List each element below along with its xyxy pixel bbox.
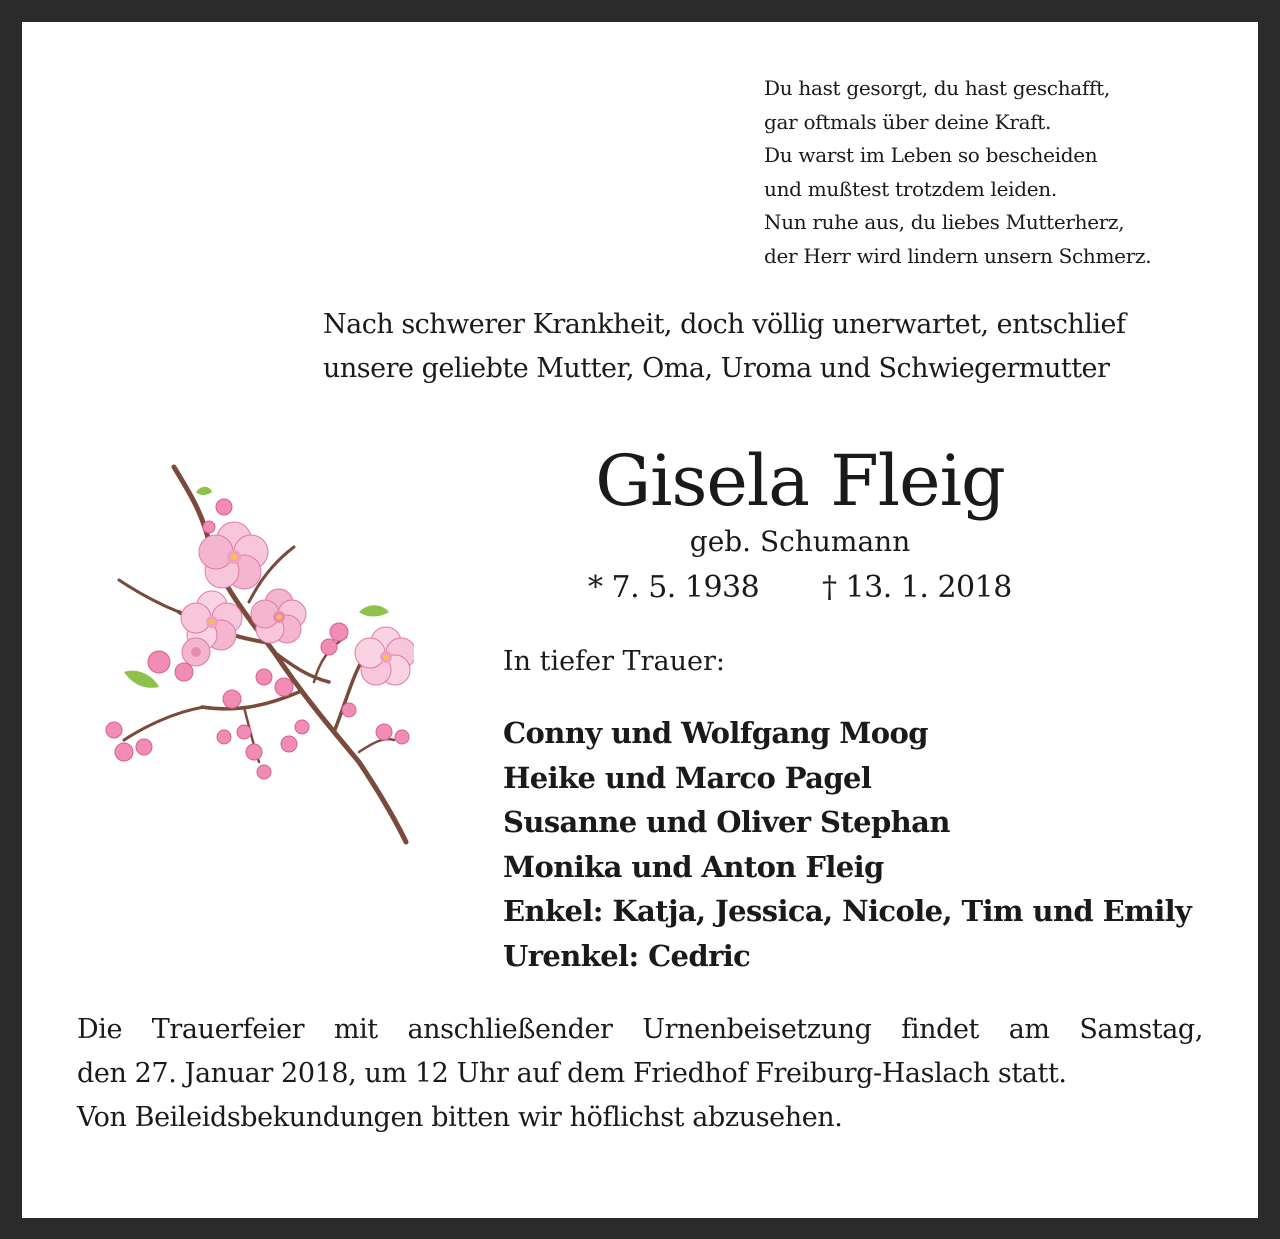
- poem: [764, 72, 1151, 273]
- birth-date: * 7. 5. 1938: [588, 570, 760, 605]
- intro-line: unsere geliebte Mutter, Oma, Uroma und Schwiegermutter: [323, 353, 1110, 384]
- cherry-blossom-icon: [84, 462, 414, 852]
- intro-line: Nach schwerer Krankheit, doch völlig unerwartet, entschlief: [323, 309, 1126, 340]
- funeral-info-line: den 27. Januar 2018, um 12 Uhr auf dem Friedhof Freiburg-Haslach statt.: [77, 1058, 1067, 1089]
- mourner-line: Susanne und Oliver Stephan: [503, 805, 950, 839]
- born-name: geb. Schumann: [689, 525, 911, 558]
- poem-line: gar oftmals über deine Kraft.: [764, 109, 1052, 134]
- funeral-info-line: Die Trauerfeier mit anschließender Urnenbeisetzung findet am Samstag,: [77, 1014, 1203, 1045]
- death-date: † 13. 1. 2018: [822, 570, 1012, 605]
- poem-line: Du warst im Leben so bescheiden: [764, 143, 1098, 167]
- poem-line: Du hast gesorgt, du hast geschafft,: [764, 76, 1110, 100]
- funeral-info-line: Von Beileidsbekundungen bitten wir höflichst abzusehen.: [77, 1102, 843, 1133]
- mourner-line: Conny und Wolfgang Moog: [503, 716, 928, 750]
- intro-text: [323, 303, 1125, 391]
- mourner-line: Enkel: Katja, Jessica, Nicole, Tim und Emily: [503, 894, 1192, 928]
- mourners-list: [503, 711, 1191, 978]
- obituary-notice: [22, 22, 1258, 1218]
- poem-line: der Herr wird lindern unsern Schmerz.: [764, 243, 1152, 268]
- mourner-line: Urenkel: Cedric: [503, 938, 751, 973]
- poem-line: und mußtest trotzdem leiden.: [764, 176, 1057, 201]
- mourner-line: Heike und Marco Pagel: [503, 760, 872, 795]
- poem-line: Nun ruhe aus, du liebes Mutterherz,: [764, 210, 1125, 234]
- mourner-line: Monika und Anton Fleig: [503, 849, 884, 884]
- funeral-info: [77, 1008, 1203, 1140]
- deceased-name: Gisela Fleig: [595, 440, 1005, 522]
- mourning-label: In tiefer Trauer:: [503, 646, 725, 677]
